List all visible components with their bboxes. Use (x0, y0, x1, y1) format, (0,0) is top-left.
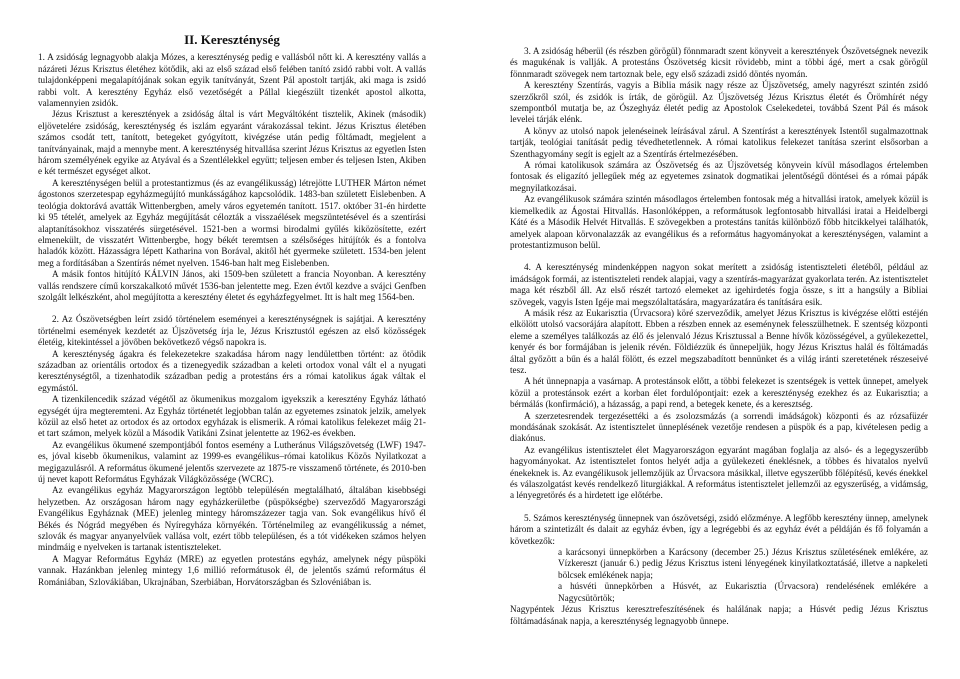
paragraph: A kereszténység ágakra és felekezetekre szakadása három nagy lendülettben történt: az ötödik században az orientális ortodox és a tizenegyedik században a keleti ortodox vonal vált el a nyugati kereszténységtől, a tizenhatodik században pedig a protestáns érs a római katolikus ágak váltak el egymástól. (38, 348, 426, 393)
paragraph: A kereszténységen belül a protestantizmus (és az evangélikusság) létrejötte LUTHER Márton német ágostonos szerzetespap egyházmegújító munkásságához kapcsolódik. 1483-ban született Eislebenben. A teológia doktorává avatták Wittenbergben, amely város egyetemén tanított. 1517. október 31-én hirdette ki 95 tételét, amelyek az Egyház megújítását célozták a visszaélések megszüntetésével és a szentírási alaptanításokhoz visszatérés sürgetésével. 1521-ben a wormsi birodalmi gyűlés kiközösítette, ezért elmenekült, de visszatért Wittenbergbe, hogy békét teremtsen a szélsőséges hitújítók és a fontolva haladók között. Házasságra lépett Katharina von Borával, akitől hét gyermeke született. 1534-ben jelent meg a fordításában a Szentírás német nyelven. 1546-ban halt meg Eislebenben. (38, 177, 426, 268)
paragraph: Az evangélikusok számára szintén másodlagos értelemben fontosak még a hitvallási iratok, amelyek közül is kiemelkedik az Ágostai Hitvallás. Hasonlóképpen, a reformátusok legfontosabb hitvallási iratai a Heidelbergi Káté és a Második Helvét Hitvallás. E szövegekben a protestáns tanítás különböző főbb hitcikkelyei találhatók, amelyek alapoan körvonalazzák az evangélikus és a református hagyományokat a kereszténységen, valamint a protestantizmuson belül. (510, 194, 928, 250)
left-column (38, 0, 426, 679)
paragraph: A római katolikusok számára az Ószövetség és az Újszövetség könyvein kívül másodlagos értelemben fontosak és eligazító jellegűek még az egyetemes zsinatok dogmatikai jelentőségű döntései és a római pápák megnyilatkozásai. (510, 160, 928, 193)
paragraph: 4. A kereszténység mindenképpen nagyon sokat merített a zsidóság istentiszteleti életéből, például az imádságok formái, az istentiszteleti rendek alapjai, vagy a szentírás-magyarázat gyakorlata terén. Az istentisztelet maga két részből áll. Az első részét tartozó elemeket az igehirdetés fogja össze, s itt a hangsúly a Bibliai szövegek, vagyis Isten Igéje mai megszólaltatására, magyarázatára és tanítására esik. (510, 262, 928, 307)
paragraph: 1. A zsidóság legnagyobb alakja Mózes, a kereszténység pedig e vallásból nőtt ki. A keresztény vallás a názáreti Jézus Krisztus életéhez kötődik, aki az első század első felében tanító zsidó rabbi volt. A vallás tulajdonképpeni megalapítójának sokan egyik tanítványát, Szent Pál apostolt tartják, aki maga is zsidó rabbi volt. A keresztény Egyház első vezetőségét a Pállal kiegészült tizenkét apostol alkotta, valamennyien zsidók. (38, 52, 426, 109)
list-item: a karácsonyi ünnepkörben a Karácsony (december 25.) Jézus Krisztus születésének emlékére, az Vízkereszt (január 6.) pedig Jézus Krisztus isteni lényegének kinyilatkoztatásáé, illetve a napkeleti bölcsek emlékének napja; (558, 547, 928, 580)
paragraph: A másik rész az Eukarisztia (Úrvacsora) köré szerveződik, amelyet Jézus Krisztus is kivégzése előtti estéjén elkölött utolsó vacsorájára alapított. Ebben a részben ennek az eseménynek felesszülhetnek. E szentség központi eleme a személyes találkozás az élő és jelenvaló Jézus Krisztussal a Benne hívők közösségével, a gyülekezettel, kenyér és bor formájában is jelenik révén. Földiézzük és ünnepeljük, hogy Jézus Krisztus halál és föltámadás által győzött a bűn és a halál fölött, és ezzel megszabadított bennünket és a világ iránti szeretetének részeseivé tesz. (510, 307, 928, 375)
paragraph: A másik fontos hitújító KÁLVIN János, aki 1509-ben született a francia Noyonban. A keresztény vallás rendszere című korszakalkotó művét 1536-ban jelentette meg. Ezen évtől kezdve a svájci Genfben szolgált lelkészként, ahol megújította a keresztény életet és egyházfegyelmet. Itt is halt meg 1564-ben. (38, 269, 426, 302)
paragraph: A szerzetesrendek tergezésettéki a és zsolozsmázás (a sorrendi imádságok) központi és az rózsafüzér mondásának szokását. Az istentisztelet ünneplésének vezetője rendesen a püspök és a pap, kivételesen pedig a diakónus. (510, 410, 928, 444)
list-item: a húsvéti ünnepkörben a Húsvét, az Eukarisztia (Úrvacsora) rendelésének emlékére a Nagycsütörtök; (558, 581, 928, 603)
paragraph: Az evangélikus istentisztelet élet Magyarországon egyaránt magában foglalja az alsó- és a legegyszerűbb hagyományokat. Az istentisztelet fontos helyét adja a gyülekezeti éneklésnek, a többes és hivatalos nyelvű énekeknek is. Az evangélikusok jellemzőjük az Úrvacsora másikkal, illetve egyszerűbb főlépítésű, kevés énekkel és válaszolgatást kevés rendelkező liturgiákkal. A református istentisztelet jellemzői az egyszerűség, a vidámság, a lényegretörés és a hirdetett ige előtérbe. (510, 444, 928, 501)
paragraph: Jézus Krisztust a keresztények a zsidóság által is várt Megváltóként tisztelik, Akinek (második) eljövetelére zsidóság, kereszténység és iszlám egyaránt várakozással tekint. Jézus Krisztus életében számos csodát tett, tanított, betegeket gyógyított, kivégzése után pedig föltámadt, megjelent a tanítványainak, majd a mennybe ment. A kereszténység hitvallása szerint Jézus Krisztus az egyetlen Isten három személyének egyike az Atyával és a Szentlélekkel együtt; teljesen ember és teljesen Isten, Akiben e két természet egységet alkot. (38, 109, 426, 177)
paragraph: A tizenkilencedik század végétől az ökumenikus mozgalom igyekszik a keresztény Egyház látható egységét újra megteremteni. Az Egyház történetét legjobban talán az egyetemes zsinatok jelzik, amelyek közül az első hetet az ortodox és az ortodox egyházak is elismerik. A római katolikus felekezet máig 21-et tart számon, melyek közül a Második Vatikáni Zsinat jelentette az 1962-es években. (38, 394, 426, 439)
paragraph: A könyv az utolsó napok jelenéseinek leírásával zárul. A Szentírást a keresztények Istentől sugalmazottnak tartják, teológiai tanítását pedig tévedhetetlennek. A római katolikus felekezet tanítása szerint elsősorban a Szenthagyomány segít is egjelt az a Szentírás értelmezésében. (510, 125, 928, 159)
paragraph: A keresztény Szentírás, vagyis a Biblia másik nagy része az Újszövetség, amely nagyrészt szintén zsidó szerzőkről szól, és zsidók is írták, de görögül. Az Újszövetség Jézus Krisztus életét és Örömhírét négy szempontból mutatja be, az Ószeghyáz életét pedig az Apostolok Cselekedetei, továbbá Szent Pál és mások levelei tárják elénk. (510, 80, 928, 125)
paragraph: 3. A zsidóság héberül (és részben görögül) fönnmaradt szent könyveit a keresztények Ószövetségnek nevezik és magukénak is vallják. A protestáns Ószövetség kicsit rövidebb, mint a többi ágé, mert a csak görögül fönnmaradt szövegek nem tartoznak bele, egy első századi zsidó döntés nyomán. (510, 46, 928, 79)
paragraph: 2. Az Ószövetségben leírt zsidó történelem eseményei a kereszténységnek is sajátjai. A keresztény történelmi események kezdetét az Újszövetség írja le, Jézus Krisztustól egészen az első közösségek életéig, kitekintéssel a jövőben bekövetkező végső napokra is. (38, 314, 426, 348)
paragraph: A hét ünnepnapja a vasárnap. A protestánsok előtt, a többi felekezet is szentségek is vettek ünnepet, amelyek közül a protestánsok ezért a korban élet fordulópontjait: ezek a kereszténység ezekhez és az Eukarisztia; a bérmálás (konfirmáció), a házasság, a papi rend, a betegek kenete, és a keresztség. (510, 376, 928, 410)
paragraph: Az evangélikus ökumené szempontjából fontos esemény a Lutheránus Világszövetség (LWF) 1947-es, jóval kisebb ökumenikus, valamint az 1999-es evangélikus–római katolikus Közös Nyilatkozat a megigazulásról. A református ökumené jelentős szervezete az 1875-re visszamenő története, és 2010-ben új nevet kapott Református Egyházak Világközössége (WCRC). (38, 439, 426, 485)
paragraph: Az evangélikus egyház Magyarországon legtöbb településén megtalálható, általában kisebbségi helyzetben. Az országosan három nagy egyházkerületbe (püspökségbe) szerveződő Magyarországi Evangélikus Egyháznak (MEE) jelenleg mintegy háromszázezer tagja van. Sok evangélikus hívő él Békés és Nógrád megyében és Nyíregyháza környékén. Történelmileg az evangélikusság a német, szlovák és magyar anyanyelvűek vallása volt, ezért több településen, és a tót vidékeken számos helyen mindmáig e nyelveken is tartanak istentiszteleket. (38, 485, 426, 553)
right-column (510, 0, 928, 679)
page-title: II. Kereszténység (184, 32, 280, 47)
paragraph: Nagypéntek Jézus Krisztus keresztrefeszítésének és halálának napja; a Húsvét pedig Jézus Krisztus föltámadásának napja, a kereszténység legnagyobb ünnepe. (510, 604, 928, 626)
paragraph: 5. Számos kereszténység ünnepnek van ószövetségi, zsidó előzménye. A legfőbb keresztény ünnep, amelynek három a szintetizált és dalait az egyház évben, így a legrégebbi és az egyház évét a példáján és fő folyamán a következők: (510, 512, 928, 546)
paragraph: A Magyar Református Egyház (MRE) az egyetlen protestáns egyház, amelynek négy püspöki vannak. Hazánkban jelenleg mintegy 1,6 millió reformátusok él, de jelentős számú református él Romániában, Szlovákiában, Ukrajnában, Szerbiában, Horvátországban és Szlovéniában is. (38, 553, 426, 587)
